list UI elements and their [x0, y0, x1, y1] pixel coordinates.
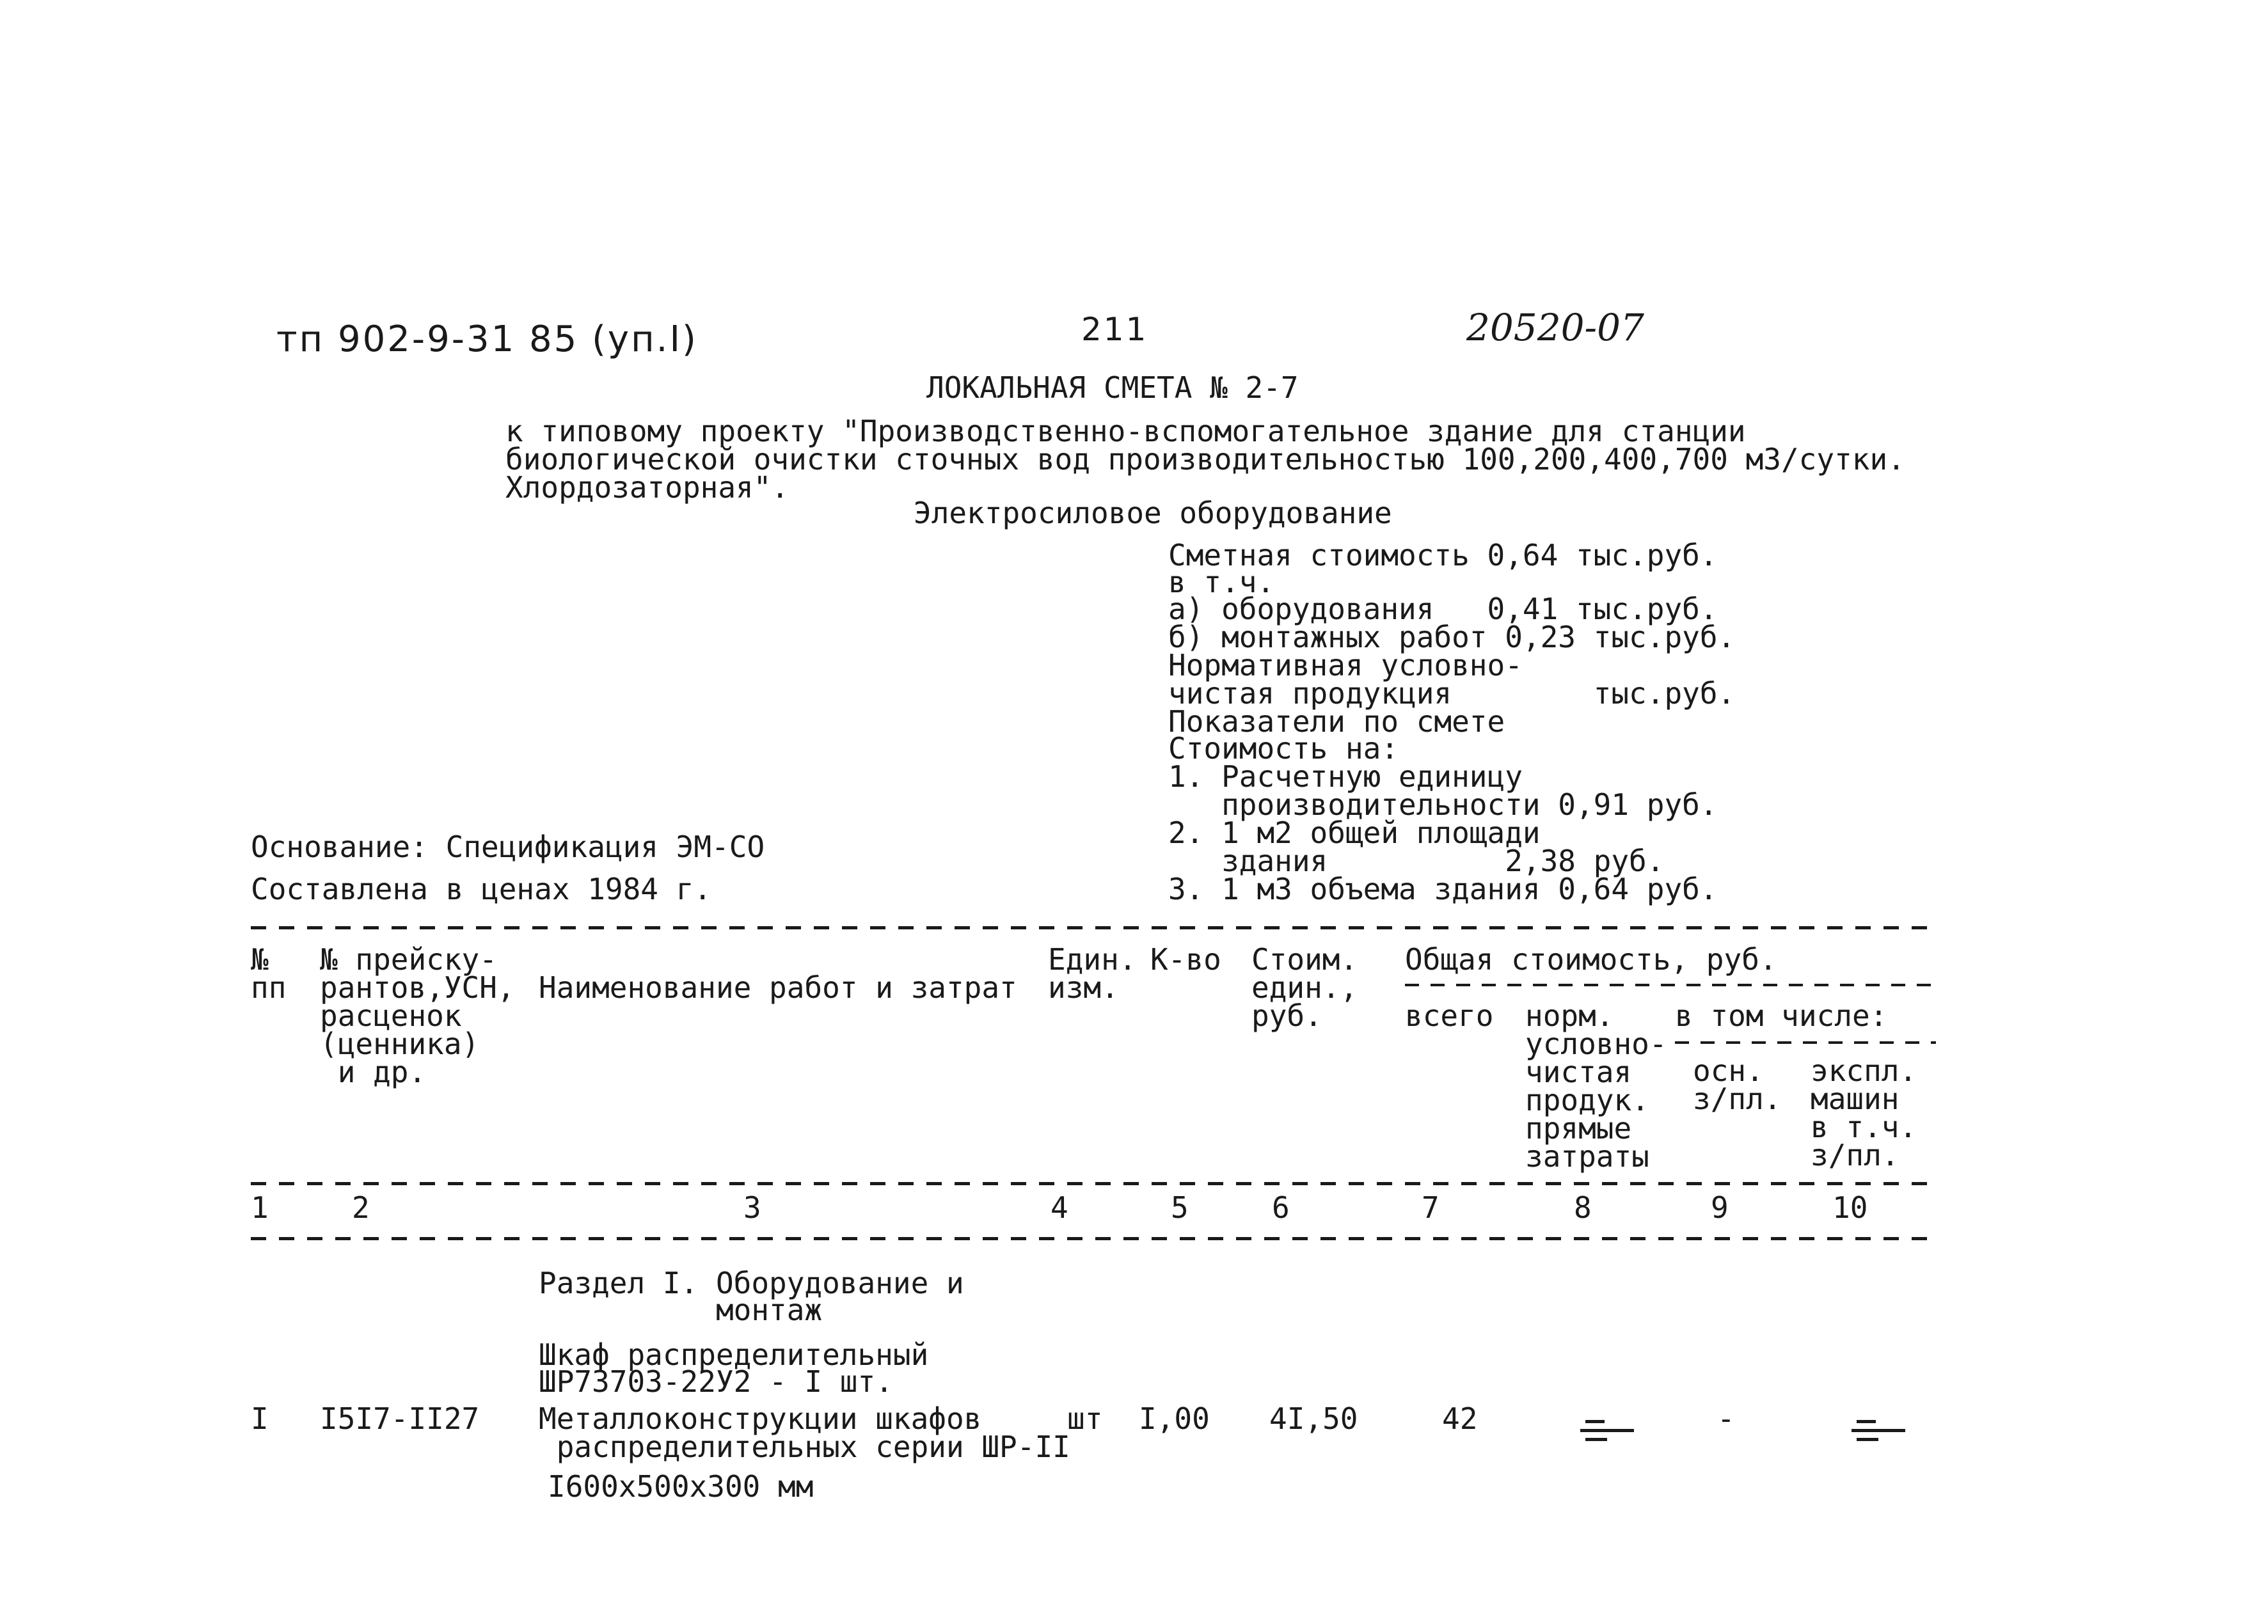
- column-number: 4: [1051, 1190, 1068, 1225]
- cost-line: 3. 1 м3 объема здания 0,64 руб.: [1168, 872, 1718, 906]
- header-name: Наименование работ и затрат: [539, 970, 1017, 1005]
- cost-line: Стоимость на:: [1168, 731, 1399, 766]
- table-rule-mid: [251, 1182, 1939, 1185]
- row-name: Металлоконструкции шкафов: [539, 1401, 982, 1436]
- row-base-salary: -: [1717, 1401, 1735, 1436]
- cost-line: в т.ч.: [1168, 565, 1275, 599]
- column-number: 10: [1832, 1190, 1868, 1225]
- header-including: в том числе:: [1675, 998, 1888, 1033]
- cost-line: 2. 1 м2 общей площади: [1168, 816, 1541, 850]
- empty-value-mark: [1580, 1416, 1638, 1455]
- cost-line: а) оборудования 0,41 тыс.руб.: [1168, 592, 1718, 626]
- page-number: 211: [1081, 311, 1148, 348]
- column-number: 3: [743, 1190, 761, 1225]
- header-unit: Един. изм.: [1048, 942, 1137, 1005]
- table-rule-sub: [1405, 984, 1936, 986]
- header-machine-operation: экспл. машин в т.ч. з/пл.: [1811, 1053, 1917, 1172]
- row-name: I600x500x300 мм: [548, 1469, 814, 1504]
- header-pricelist: № прейску- рантов,УСН, расценок (ценника) и др.: [320, 942, 515, 1089]
- project-line-2: биологической очистки сточных вод производительностью 100,200,400,700 м3/сутки.: [505, 442, 1905, 477]
- subtitle: Электросиловое оборудование: [914, 496, 1392, 530]
- column-number: 5: [1171, 1190, 1189, 1225]
- column-number: 8: [1574, 1190, 1592, 1225]
- doc-code: тп 902-9-31 85 (уп.I): [276, 319, 698, 360]
- header-base-salary: осн. з/пл.: [1693, 1053, 1782, 1116]
- column-number: 7: [1422, 1190, 1439, 1225]
- row-unit-price: 4I,50: [1269, 1401, 1358, 1436]
- row-name: распределительных серии ШР-II: [539, 1430, 1070, 1464]
- equipment-name: Шкаф распределительный: [539, 1337, 929, 1372]
- cost-line: здания 2,38 руб.: [1168, 844, 1665, 878]
- row-unit: шт: [1067, 1401, 1103, 1436]
- column-number: 6: [1272, 1190, 1290, 1225]
- header-net-production: норм. условно- чистая продук. прямые затраты: [1525, 998, 1667, 1174]
- row-total: 42: [1442, 1401, 1478, 1436]
- cost-line: Нормативная условно-: [1168, 648, 1523, 682]
- header-total-cost: Общая стоимость, руб.: [1405, 942, 1777, 977]
- table-rule-bottom: [251, 1237, 1939, 1240]
- column-number: 1: [251, 1190, 269, 1225]
- section-title: монтаж: [539, 1293, 823, 1327]
- cost-line: Показатели по смете: [1168, 704, 1505, 739]
- row-code: I5I7-II27: [320, 1401, 480, 1436]
- equipment-name: ШР73703-22У2 - I шт.: [539, 1364, 893, 1399]
- header-total-all: всего: [1405, 998, 1494, 1033]
- table-rule-top: [251, 926, 1939, 929]
- cost-line: Сметная стоимость 0,64 тыс.руб.: [1168, 538, 1718, 572]
- column-number: 9: [1711, 1190, 1729, 1225]
- header-qty: К-во: [1150, 942, 1221, 977]
- cost-line: чистая продукция тыс.руб.: [1168, 676, 1736, 711]
- table-rule-sub: [1675, 1041, 1936, 1044]
- cost-line: производительности 0,91 руб.: [1168, 787, 1718, 822]
- section-title: Раздел I. Оборудование и: [539, 1266, 964, 1300]
- cost-line: б) монтажных работ 0,23 тыс.руб.: [1168, 620, 1736, 654]
- column-number: 2: [352, 1190, 370, 1225]
- project-line-1: к типовому проекту "Производственно-вспомогательное здание для станции: [505, 414, 1746, 448]
- header-unit-price: Стоим. един., руб.: [1251, 942, 1358, 1033]
- cost-line: 1. Расчетную единицу: [1168, 759, 1523, 794]
- document-title: ЛОКАЛЬНАЯ СМЕТА № 2-7: [926, 370, 1299, 405]
- empty-value-mark: [1852, 1416, 1909, 1455]
- basis-line: Составлена в ценах 1984 г.: [251, 872, 712, 906]
- basis-line: Основание: Спецификация ЭМ-СО: [251, 830, 765, 864]
- header-num: № пп: [251, 942, 287, 1005]
- row-num: I: [251, 1401, 269, 1436]
- archive-number: 20520-07: [1466, 306, 1644, 349]
- project-line-3: Хлордозаторная".: [505, 470, 789, 505]
- row-qty: I,00: [1139, 1401, 1210, 1436]
